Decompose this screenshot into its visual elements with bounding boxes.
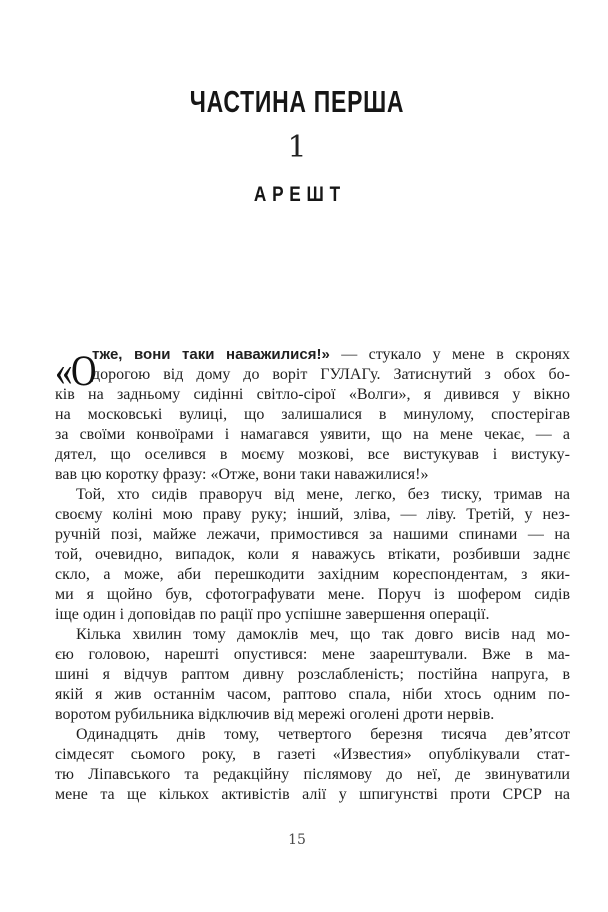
chapter-number: 1 — [287, 130, 307, 165]
text-line: шині я відчув раптом дивну розслабленість; постійна напруга, в — [55, 666, 570, 683]
paragraphs-container — [55, 485, 570, 805]
text-line: Той, хто сидів праворуч від мене, легко, без тиску, тримав на — [76, 486, 570, 503]
paragraph-3 — [55, 625, 570, 725]
text-line: тю Ліпавського та редакційну післямову до неї, де звинуватили — [55, 766, 570, 783]
paragraph-2 — [55, 485, 570, 625]
text-line: іще один і доповідав по рації про успішне завершення операції. — [55, 606, 490, 623]
text-line: Одинадцять днів тому, четвертого березня тисяча дев’ятсот — [76, 726, 570, 743]
part-title: ЧАСТИНА ПЕРША — [189, 84, 405, 119]
text-line: мене та ще кількох активістів алії у шпигунстві проти СРСР на — [55, 786, 570, 803]
text-line: дорогою від дому до воріт ГУЛАГу. Затиснутий з обох бо- — [92, 366, 570, 383]
dropcap — [55, 345, 95, 395]
dropcap-glyph: «О — [55, 348, 95, 395]
text-line: той, очевидно, випадок, коли я наважусь втікати, розбивши заднє — [55, 546, 570, 563]
text-line: якій я жив останнім часом, раптово спала, ніби хтось одним по- — [55, 686, 570, 703]
text-line: вав цю коротку фразу: «Отже, вони таки наважилися!» — [55, 466, 429, 483]
text-line: своєму коліні мою праву руку; інший, зліва, — ліву. Третій, у нез- — [55, 506, 570, 523]
text-line: на московські вулиці, що залишалися в минулому, спостерігав — [55, 406, 570, 423]
text-line: ків на задньому сидінні світло-сірої «Волги», я дивився у вікно — [55, 386, 570, 403]
body-text — [55, 345, 570, 805]
text-line: ми я щойно був, сфотографувати мене. Поруч із шофером сидів — [55, 586, 570, 603]
text-line: воротом рубильника відключив від мережі оголені дроти нервів. — [55, 706, 495, 723]
text-line: дятел, що оселився в моєму мозкові, все вистукував і вистуку- — [55, 446, 570, 463]
paragraph-1 — [55, 345, 570, 485]
text-line: скло, а може, аби перешкодити західним кореспондентам, з яки- — [55, 566, 570, 583]
chapter-title: АРЕШТ — [253, 183, 346, 206]
paragraph-4 — [55, 725, 570, 805]
text-line: ручній позі, майже лежачи, примостився за нашими спинами — на — [55, 526, 570, 543]
text-line: за своїми конвоїрами і намагався уявити, що на мене чекає, — а — [55, 426, 570, 443]
text-line — [55, 345, 570, 365]
lead-rest: — стукало у мене в скронях — [341, 346, 571, 363]
text-line: сімдесят сьомого року, в газеті «Известия» опублікували стат- — [55, 746, 570, 763]
lead-bold-phrase: тже, вони таки наважилися!» — [92, 346, 330, 363]
text-line: єю головою, нарешті опустився: мене заарештували. Вже в ма- — [55, 646, 570, 663]
page-number: 15 — [288, 832, 306, 848]
text-line: Кілька хвилин тому дамоклів меч, що так довго висів над мо- — [76, 626, 570, 643]
